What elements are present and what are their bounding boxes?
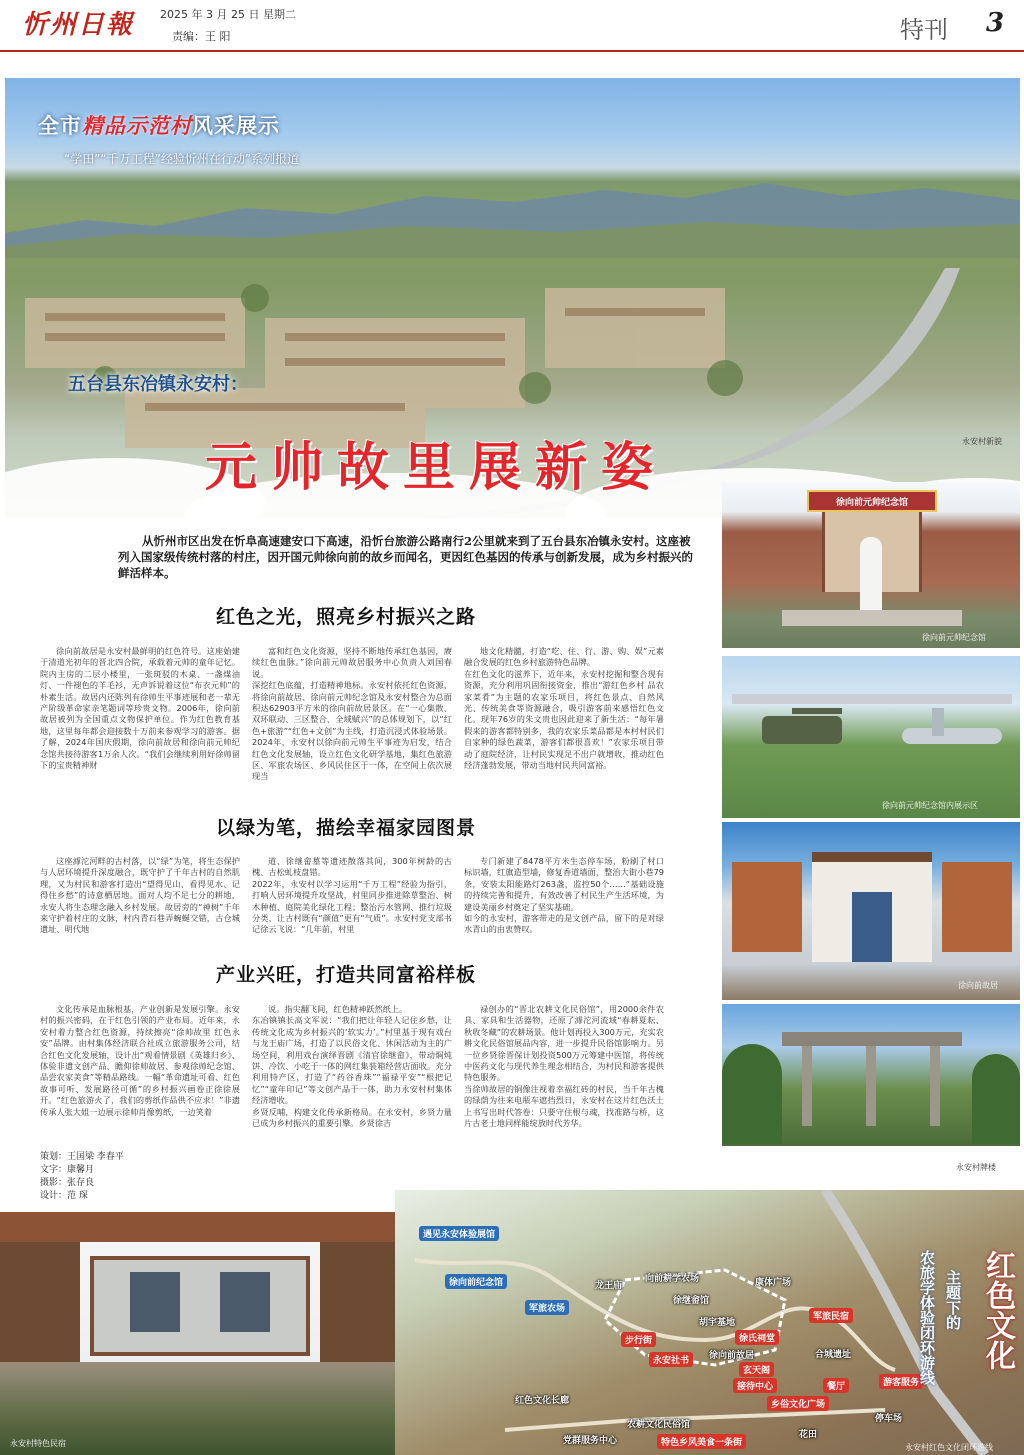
map-label: 徐向前纪念馆 <box>445 1274 507 1289</box>
map-label: 步行街 <box>621 1332 656 1347</box>
map-title-main: 红色文化 <box>980 1250 1015 1370</box>
map-label: 军旅农场 <box>525 1300 569 1315</box>
map-label: 胡宇基地 <box>699 1318 736 1328</box>
article-title: 元帅故里展新姿 <box>205 437 668 498</box>
courtyard-window <box>130 1272 180 1332</box>
credits-block <box>40 1151 124 1203</box>
article-column: 地文化精髓，打造“吃、住、行、游、购、娱”元素融合发展的红色乡村旅游特色品牌。 在红色文化的滋养下，近年来，永安村挖掘和整合现有资源，充分利用巩固衔接资金，推出“游红色乡村 品农家菜肴”为主题的农家乐项目，将红色景点、自然风光、传统美食等资源融合，吸引游客前来感悟红色文化。现年76岁的朱文贵也因此迎来了新生活：“每年暑假来的游客都特别多，我的农家乐菜品都是本村村民们自家种的绿色蔬菜，游客们都很喜欢！”农家乐项目带动了庭院经济，让村民实现足不出户就增收，推动红色经济蓬勃发展，带动当地村民共同富裕。 <box>464 646 664 771</box>
map-label: 向前耕学农场 <box>645 1274 700 1284</box>
newspaper-logo: 忻州日報 <box>22 10 135 40</box>
article-column: 说。指尖翻飞间，红色精神跃然纸上。 东冶镇镇长高文军说：“我们把让年轻人记住乡愁，让传统文化成为乡村振兴的‘软实力’。”村里基于现有戏台与龙王庙广场，打造了以民俗文化、休闲活动为主的广场空间，利用戏台演绎晋剧《清官徐继畲》，带动焖炖饼、冷饮、小吃于一体的网红集装箱经营店面收。充分利用特产区，打造了“药谷香珠”“福禄平安”“根把记忆”“童年印记”等文创产品于一体，助力永安村村集体经济增收。 乡贤反哺，构建文化传承新格局。在永安村，乡贤力量已成为乡村振兴的重要引擎。乡贤徐吉 <box>252 1004 452 1129</box>
map-label: 遇见永安体验展馆 <box>419 1226 499 1241</box>
archway-photo-caption: 永安村牌楼 <box>956 1163 996 1172</box>
campaign-highlight: 精品示范村 <box>82 113 192 138</box>
courtyard-photo-caption: 永安村特色民宿 <box>10 1439 66 1448</box>
campaign-prefix: 全市 <box>38 113 82 138</box>
tank-illustration <box>762 716 842 744</box>
map-label: 徐向前故居 <box>709 1351 755 1361</box>
map-label: 龙王庙 <box>595 1281 623 1291</box>
article-column: 道、徐继畲墓等遗迹散落其间，300年树龄的古槐、古松虬枝盘错。 2022年，永安村以学习运用“千万工程”经验为指引，打响人居环境提升攻坚战，村里同步推进除草整治、树木种植、庭院美化绿化工程；整治污水管网、推行垃圾分类，让古村既有“颜值”更有“气质”。永安村党支部书记徐云飞说：“几年前，村里 <box>252 856 452 935</box>
map-label: 特色乡风美食一条街 <box>657 1434 746 1449</box>
article-column: 这座滹沱河畔的古村落，以“绿”为笔，将生态保护与人居环境提升深度融合，既守护了千年古村的自然肌理，又为村民和游客打造出“望得见山、看得见水、记得住乡愁”的诗意栖居地。面对人均不足七分的耕地，永安人将生态理念融入乡村发展。故居旁的“神树”千年来守护着村庄的文脉，村内青石巷弄蜿蜒交错，古仓城遗址、明代地 <box>40 856 240 935</box>
series-label: “学田”“千万工程”经验忻州在行动”系列报道 <box>64 152 300 166</box>
jet-tail <box>932 708 944 736</box>
map-label: 徐氏祠堂 <box>735 1330 779 1345</box>
statue-illustration <box>860 537 882 617</box>
map-label: 接待中心 <box>733 1378 777 1393</box>
article-column: 专门新建了8478平方米生态停车场，粉刷了村口标识墙，红旗造型墙，修复香道墙面，整治大街小巷79条，安装太阳能路灯263盏，监控50个……”基础设施的持续完善和提升，有效改善了村民生产生活环境，为建设美丽乡村奠定了坚实基础。 如今的永安村，游客带走的是文创产品，留下的是对绿水青山的由衷赞叹。 <box>464 856 664 935</box>
section-name: 特刊 <box>900 16 948 44</box>
section-heading-industry: 产业兴旺，打造共同富裕样板 <box>216 964 477 986</box>
tree-illustration <box>722 1044 782 1144</box>
map-label: 徐继畲馆 <box>673 1296 710 1306</box>
credit-text: 文字：康馨月 <box>40 1165 95 1175</box>
article-subtitle: 五台县东冶镇永安村： <box>68 374 248 395</box>
military-photo-caption: 徐向前元帅纪念馆内展示区 <box>882 801 978 810</box>
map-label: 永安社书 <box>649 1352 693 1367</box>
map-label: 红色文化长廊 <box>515 1396 570 1406</box>
map-caption: 永安村红色文化闭环游线 <box>905 1443 993 1452</box>
page-number: 3 <box>986 8 1005 38</box>
map-label: 党群服务中心 <box>563 1436 618 1446</box>
exhibit-roof <box>732 694 1012 704</box>
memorial-hall-photo <box>722 482 1020 648</box>
residence-door <box>852 892 892 962</box>
article-column: 徐向前故居是永安村最鲜明的红色符号。这座始建于清道光初年的晋北四合院，承载着元帅的童年记忆。院内主房的二层小楼里，一张斑驳的木桌、一盏煤油灯、一件褪色的羊毛衫，无声诉说着这位“布衣元帅”的朴素生活。故居内还陈列有徐帅生平事迹展和老一辈无产阶级革命家亲笔题词等珍贵文物。2006年，徐向前故居被列为全国重点文物保护单位。作为红色教育基地，这里每年都会迎接数十万前来参观学习的游客。据了解，2024年国庆假期，徐向前故居和徐向前元帅纪念馆共接待游客1万余人次。“我们会继续利用好徐帅留下的宝贵精神财 <box>40 646 240 771</box>
map-label: 合城遗址 <box>815 1350 852 1360</box>
map-title-sub: 主题下的 <box>944 1270 962 1330</box>
memorial-steps <box>782 610 962 626</box>
courtyard-window <box>220 1272 270 1332</box>
credit-planning: 策划：王国梁 李春平 <box>40 1152 124 1162</box>
map-title-sub: 农旅学体验闭环游线 <box>918 1250 936 1385</box>
map-label: 乡俗文化广场 <box>767 1396 829 1411</box>
tree-illustration <box>972 1054 1020 1144</box>
jet-illustration <box>902 728 1002 744</box>
section-heading-red-light: 红色之光，照亮乡村振兴之路 <box>216 606 477 628</box>
credit-photo: 摄影：张存良 <box>40 1178 95 1188</box>
archway-roof <box>782 1032 962 1046</box>
residence-photo-caption: 徐向前故居 <box>958 981 998 990</box>
military-display-photo <box>722 656 1020 818</box>
campaign-suffix: 风采展示 <box>192 113 280 138</box>
courtyard-photo <box>0 1212 405 1455</box>
credit-design: 设计：范 琛 <box>40 1191 88 1201</box>
hero-photo-caption: 永安村新貌 <box>962 437 1002 446</box>
map-label: 康体广场 <box>755 1278 792 1288</box>
archway-pillar <box>866 1046 876 1126</box>
article-column: 禄创办的“晋北农耕文化民俗馆”，用2000余件农具、家具和生活器物，还原了滹沱河流域“春耕夏耘、秋收冬藏”的农耕场景。他计划再投入300万元，充实农耕文化民俗馆展品内容，进一步提升民俗馆影响力。另一位乡贤徐晋保计划投资500万元筹建中医馆，将传统中医药文化与现代养生理念相结合，为村民和游客提供特色服务。 当徐帅故居的铜像注视着幸福红砖的村民，当千年古槐的绿荫为往来电瓶车遮挡烈日，永安村在这片红色沃土上书写出时代答卷：只要守住根与魂，找准路与桥，这片古老土地同样能绽放时代芳华。 <box>464 1004 664 1129</box>
map-label: 餐厅 <box>823 1378 849 1393</box>
former-residence-photo <box>722 822 1020 1000</box>
courtyard-wing-left <box>0 1242 80 1362</box>
residence-wing-left <box>732 862 802 952</box>
courtyard-main-house <box>90 1256 310 1356</box>
courtyard-wing-right <box>320 1242 405 1362</box>
map-label: 军旅民宿 <box>809 1308 853 1323</box>
tour-route-map <box>395 1190 1024 1455</box>
map-label: 玄天阁 <box>739 1362 774 1377</box>
editor-credit: 责编：王 阳 <box>172 30 231 43</box>
map-label: 花田 <box>799 1430 818 1440</box>
article-column: 文化传承是血脉根基，产业创新是发展引擎。永安村的振兴密码，在于红色引领的产业布局。近年来，永安村着力整合红色资源，持续擦亮“徐帅故里 红色永安”品牌。由村集体经济联合社成立旅游服务公司，结合红色文化发展轴，设计出“观看情景剧《英雄归乡》、体验非遗文创产品、瞻仰徐帅故居、参观徐帅纪念馆、品尝农家美食”等精品路线。一幅“革命遗址可看、红色故事可听、发展路径可循”的乡村振兴画卷正徐徐展开。“红色旅游火了，我们的剪纸作品供不应求！”非遗传承人张大姐一边展示徐帅肖像剪纸，一边笑着 <box>40 1004 240 1117</box>
tank-gun <box>792 708 842 714</box>
map-label: 农耕文化民俗馆 <box>627 1420 691 1430</box>
courtyard-eaves <box>0 1212 405 1242</box>
article-column: 富和红色文化资源，坚持不断地传承红色基因，赓续红色血脉。”徐向前元帅故居服务中心负责人刘国春说。 深挖红色底蕴，打造精神地标。永安村依托红色资源，将徐向前故居、徐向前元帅纪念馆及永安村整合为总面积达62903平方米的徐向前故居景区。在“一心集散、双环联动、三区整合、全域赋兴”的总体规划下，以“红色+旅游”“红色+文创”为主线，打造沉浸式体验场景。2024年，永安村以徐向前元帅生平事迹为启发，结合红色文化发展轴，设立红色文化研学基地，集红色旅游区、军旅农场区、乡风民住区于一体，在空间上依次展现当 <box>252 646 452 782</box>
memorial-photo-caption: 徐向前元帅纪念馆 <box>922 633 986 642</box>
publication-date: 2025 年 3 月 25 日 星期二 <box>160 8 296 21</box>
masthead <box>0 0 1024 52</box>
campaign-banner <box>38 110 280 140</box>
map-label: 游客服务 <box>879 1374 923 1389</box>
archway-pillar <box>802 1046 812 1126</box>
memorial-sign: 徐向前元帅纪念馆 <box>807 490 937 512</box>
map-label: 停车场 <box>875 1414 903 1424</box>
archway-pillar <box>930 1046 940 1126</box>
archway-photo <box>722 1004 1020 1146</box>
section-heading-green: 以绿为笔，描绘幸福家园图景 <box>216 817 477 839</box>
residence-wing-right <box>942 862 1012 952</box>
lead-paragraph: 从忻州市区出发在忻阜高速建安口下高速，沿忻台旅游公路南行2公里就来到了五台县东冶镇永安村。这座被列入国家级传统村落的村庄，因开国元帅徐向前的故乡而闻名，更因红色基因的传承与创新发展，成为乡村振兴的鲜活样本。 <box>118 534 693 580</box>
